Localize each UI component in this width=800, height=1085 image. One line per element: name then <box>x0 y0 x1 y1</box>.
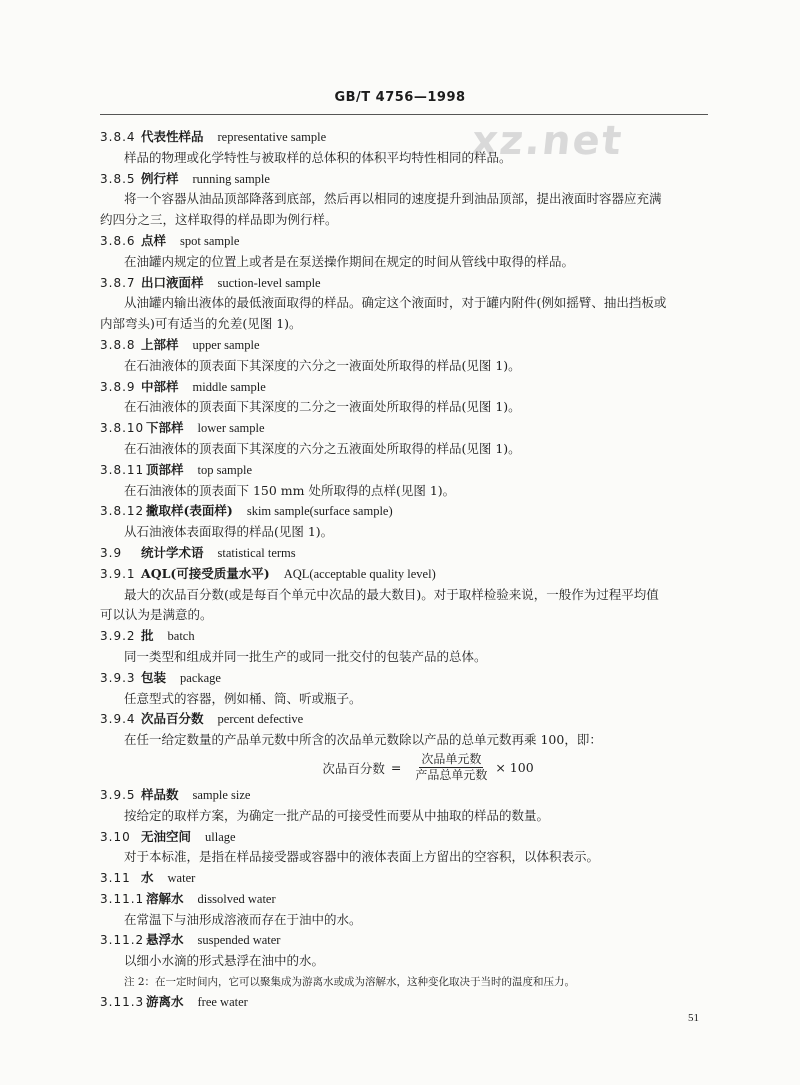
term-english: percent defective <box>217 712 304 727</box>
term-english: representative sample <box>217 130 327 144</box>
definition-text: 可以认为是满意的。 <box>100 607 213 623</box>
formula-lhs: 次品百分数 <box>322 760 385 776</box>
clause-number: 3.8.5 <box>100 171 136 186</box>
term-chinese: 水 <box>141 870 154 886</box>
term-chinese: 游离水 <box>146 994 184 1010</box>
term-english: water <box>167 871 196 886</box>
term-heading <box>100 273 716 294</box>
clause-number: 3.11 <box>100 871 131 886</box>
term-english: running sample <box>192 171 270 186</box>
term-english: skim sample(surface sample) <box>246 504 393 519</box>
definition-text: 最大的次品百分数(或是每百个单元中次品的最大数目)。对于取样检验来说，一般作为过程平均值 <box>124 586 659 602</box>
definition-text: 内部弯头)可有适当的允差(见图 1)。 <box>100 316 302 332</box>
definition-text: 在油罐内规定的位置上或者是在泵送操作期间在规定的时间从管线中取得的样品。 <box>124 253 575 269</box>
definition-text: 同一类型和组成并同一批生产的或同一批交付的包装产品的总体。 <box>124 648 487 664</box>
term-chinese: 点样 <box>141 232 167 248</box>
header-divider <box>100 114 708 115</box>
term-english: lower sample <box>197 421 265 436</box>
clause-number: 3.11.3 <box>100 995 145 1010</box>
clause-number: 3.9.3 <box>100 670 136 685</box>
clause-number: 3.8.8 <box>100 337 136 352</box>
clause-number: 3.11.2 <box>100 933 145 948</box>
definition-text: 在常温下与油形成溶液而存在于油中的水。 <box>124 911 362 927</box>
clause-number: 3.9 <box>100 545 123 560</box>
term-heading <box>100 785 716 806</box>
term-heading <box>100 377 716 398</box>
term-chinese: 溶解水 <box>146 890 184 906</box>
term-heading <box>100 626 716 647</box>
definition-text: 在石油液体的顶表面下其深度的六分之一液面处所取得的样品(见图 1)。 <box>124 357 521 373</box>
term-english: sample size <box>192 787 251 802</box>
standard-header: GB/T 4756—1998 <box>334 90 466 105</box>
clause-number: 3.9.2 <box>100 629 136 644</box>
term-chinese: 无油空间 <box>141 828 192 844</box>
clause-number: 3.8.7 <box>100 275 136 290</box>
term-chinese: 统计学术语 <box>141 544 204 560</box>
term-chinese: 次品百分数 <box>141 711 204 727</box>
term-heading <box>100 127 716 148</box>
term-heading <box>100 501 716 522</box>
clause-number: 3.8.4 <box>100 130 136 144</box>
note-text: 注 2：在一定时间内，它可以聚集成为游离水或成为溶解水，这种变化取决于当时的温度和压力。 <box>124 976 576 989</box>
clause-number: 3.10 <box>100 829 131 844</box>
page-number: 51 <box>688 1012 699 1024</box>
definition-text: 在任一给定数量的产品单元数中所含的次品单元数除以产品的总单元数再乘 100，即： <box>124 732 602 748</box>
clause-number: 3.8.10 <box>100 421 145 436</box>
term-heading <box>100 889 716 910</box>
term-heading <box>100 868 716 889</box>
term-english: statistical terms <box>217 545 296 560</box>
definition-text: 以细小水滴的形式悬浮在油中的水。 <box>124 953 325 969</box>
clause-number: 3.8.11 <box>100 462 145 477</box>
definition-text: 样品的物理或化学特性与被取样的总体积的体积平均特性相同的样品。 <box>124 149 512 165</box>
term-chinese: 例行样 <box>141 170 179 186</box>
formula-denominator: 产品总单元数 <box>415 768 488 783</box>
term-chinese: AQL(可接受质量水平) <box>141 565 270 581</box>
term-heading <box>100 827 716 848</box>
definition-text: 在石油液体的顶表面下 150 mm 处所取得的点样(见图 1)。 <box>124 482 456 498</box>
term-english: suspended water <box>197 933 281 948</box>
term-english: ullage <box>205 829 236 844</box>
term-english: AQL(acceptable quality level) <box>283 566 436 581</box>
term-chinese: 样品数 <box>141 786 179 802</box>
definition-text: 在石油液体的顶表面下其深度的六分之五液面处所取得的样品(见图 1)。 <box>124 440 521 456</box>
formula-fraction <box>413 752 489 783</box>
term-chinese: 撇取样(表面样) <box>146 503 233 519</box>
definition-text: 将一个容器从油品顶部降落到底部，然后再以相同的速度提升到油品顶部，提出液面时容器应充满 <box>124 191 662 207</box>
term-chinese: 批 <box>141 628 154 644</box>
definition-text: 对于本标准，是指在样品接受器或容器中的液体表面上方留出的空容积，以体积表示。 <box>124 849 600 865</box>
clause-number: 3.9.4 <box>100 712 136 727</box>
formula-equals: = <box>390 760 402 776</box>
term-english: suction-level sample <box>217 275 321 290</box>
document-body <box>100 127 716 1013</box>
term-heading <box>100 231 716 252</box>
term-heading <box>100 335 716 356</box>
term-english: package <box>180 670 221 685</box>
definition-text: 从油罐内输出液体的最低液面取得的样品。确定这个液面时，对于罐内附件(例如摇臂、抽出挡板或 <box>124 295 667 311</box>
term-chinese: 悬浮水 <box>146 932 184 948</box>
clause-number: 3.8.12 <box>100 504 145 519</box>
definition-text: 任意型式的容器，例如桶、筒、听或瓶子。 <box>124 690 362 706</box>
formula <box>140 751 716 785</box>
definition-text: 从石油液体表面取得的样品(见图 1)。 <box>124 524 334 540</box>
watermark: xz.net <box>469 118 626 164</box>
term-chinese: 包装 <box>141 669 167 685</box>
clause-number: 3.9.1 <box>100 566 136 581</box>
term-chinese: 下部样 <box>146 420 184 436</box>
term-english: dissolved water <box>197 891 276 906</box>
term-chinese: 中部样 <box>141 378 179 394</box>
term-chinese: 上部样 <box>141 336 179 352</box>
clause-number: 3.8.9 <box>100 379 136 394</box>
definition-text: 在石油液体的顶表面下其深度的二分之一液面处所取得的样品(见图 1)。 <box>124 399 521 415</box>
term-english: middle sample <box>192 379 266 394</box>
term-heading <box>100 564 716 585</box>
term-chinese: 顶部样 <box>146 461 184 477</box>
formula-numerator: 次品单元数 <box>421 752 482 767</box>
term-heading <box>100 418 716 439</box>
term-heading <box>100 543 716 564</box>
term-english: upper sample <box>192 337 260 352</box>
term-chinese: 出口液面样 <box>141 274 204 290</box>
clause-number: 3.9.5 <box>100 787 136 802</box>
term-heading <box>100 709 716 730</box>
term-english: spot sample <box>180 233 240 248</box>
definition-text: 约四分之三，这样取得的样品即为例行样。 <box>100 212 338 228</box>
term-heading <box>100 169 716 190</box>
term-english: batch <box>167 629 195 644</box>
term-english: free water <box>197 995 248 1010</box>
term-heading <box>100 992 716 1013</box>
clause-number: 3.8.6 <box>100 233 136 248</box>
definition-text: 按给定的取样方案，为确定一批产品的可接受性而要从中抽取的样品的数量。 <box>124 807 550 823</box>
term-heading <box>100 460 716 481</box>
term-english: top sample <box>197 462 253 477</box>
term-heading <box>100 930 716 951</box>
term-heading <box>100 668 716 689</box>
term-chinese: 代表性样品 <box>141 129 204 144</box>
formula-multiplier: × 100 <box>495 760 534 776</box>
clause-number: 3.11.1 <box>100 891 145 906</box>
